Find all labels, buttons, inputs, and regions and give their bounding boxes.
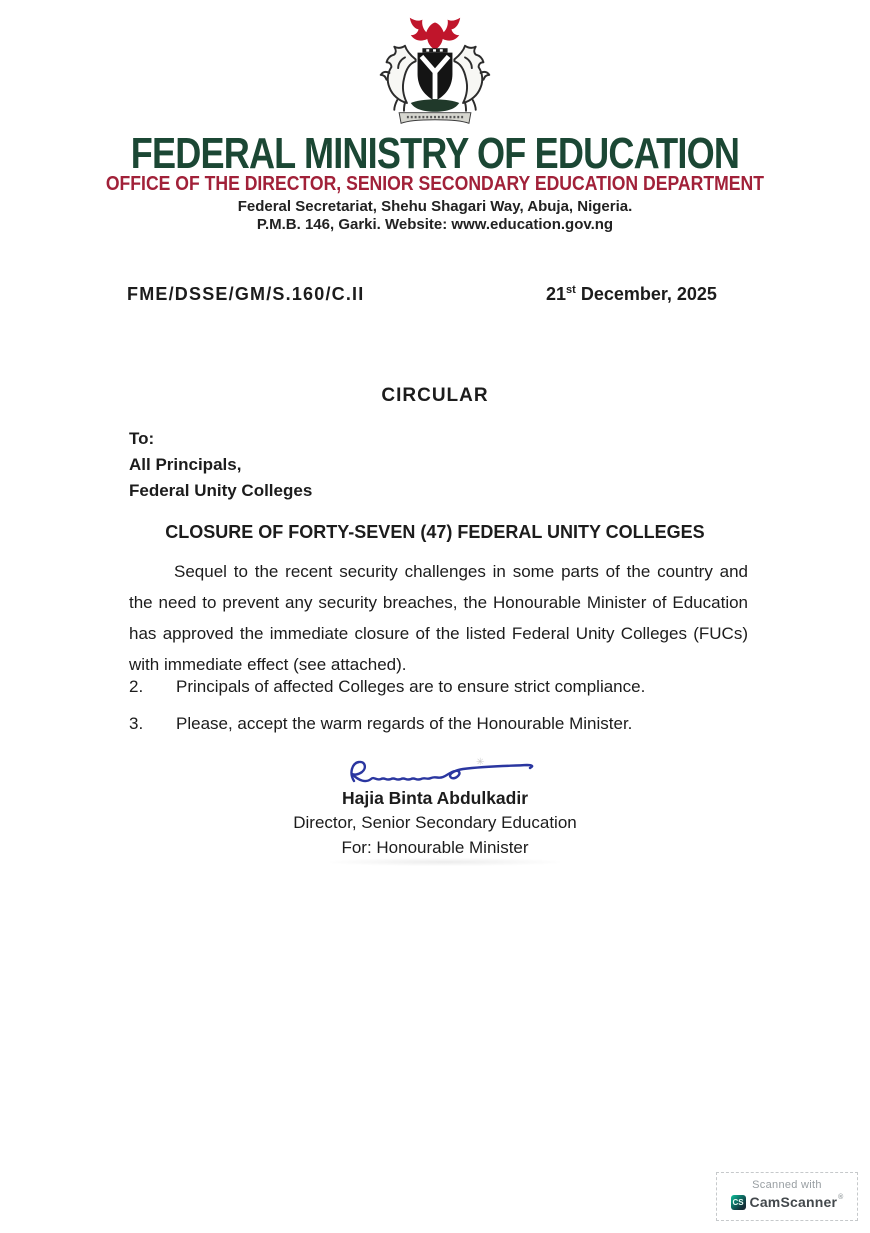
item-number: 2. <box>129 677 144 696</box>
signatory-title: Director, Senior Secondary Education <box>293 813 577 832</box>
address-line-2: P.M.B. 146, Garki. Website: www.education.gov.ng <box>256 216 614 233</box>
horse-supporter-right <box>454 46 489 111</box>
signatory-for-line: For: Honourable Minister <box>341 838 529 857</box>
motto-banner <box>399 113 471 124</box>
camscanner-cs-icon: CS <box>731 1195 746 1210</box>
subject-line: CLOSURE OF FORTY-SEVEN (47) FEDERAL UNITY COLLEGES <box>165 522 705 542</box>
signatory-name: Hajia Binta Abdulkadir <box>341 788 529 808</box>
camscanner-app-name: CamScanner® <box>749 1194 844 1210</box>
registered-trademark-symbol: ® <box>838 1194 844 1201</box>
addressee-line: All Principals, <box>129 455 242 474</box>
date-ordinal: st <box>566 284 576 296</box>
horse-supporter-left <box>381 46 416 111</box>
nigeria-coat-of-arms-icon <box>372 12 498 130</box>
scan-noise <box>330 858 560 866</box>
letter-date: 21st December, 2025 <box>546 284 717 304</box>
addressee-line: Federal Unity Colleges <box>129 481 313 500</box>
numbered-item <box>129 677 769 697</box>
item-number: 3. <box>129 714 144 733</box>
body-paragraph-1: Sequel to the recent security challenges in some parts of the country and the need to prevent any security breaches, the Honourable Minister of Education has approved the immediate closure of the listed Federal Unity Colleges (FUCs) with immediate effect (see attached). <box>129 562 748 674</box>
item-text: Principals of affected Colleges are to ensure strict compliance. <box>176 677 646 696</box>
addressee-block <box>129 426 312 504</box>
numbered-item <box>129 714 769 734</box>
ministry-name-heading: FEDERAL MINISTRY OF EDUCATION <box>130 129 740 178</box>
handwritten-signature <box>340 756 545 792</box>
scanned-with-label: Scanned with <box>752 1179 822 1191</box>
camscanner-watermark <box>716 1172 858 1221</box>
office-subheading: OFFICE OF THE DIRECTOR, SENIOR SECONDARY EDUCATION DEPARTMENT <box>105 173 765 195</box>
eagle-icon <box>410 18 460 50</box>
wreath-base <box>411 99 459 111</box>
reference-number: FME/DSSE/GM/S.160/C.II <box>127 284 365 304</box>
document-type-heading: CIRCULAR <box>381 385 489 406</box>
item-text: Please, accept the warm regards of the Honourable Minister. <box>176 714 633 733</box>
to-label: To: <box>129 429 155 448</box>
address-line-1: Federal Secretariat, Shehu Shagari Way, Abuja, Nigeria. <box>237 198 633 215</box>
